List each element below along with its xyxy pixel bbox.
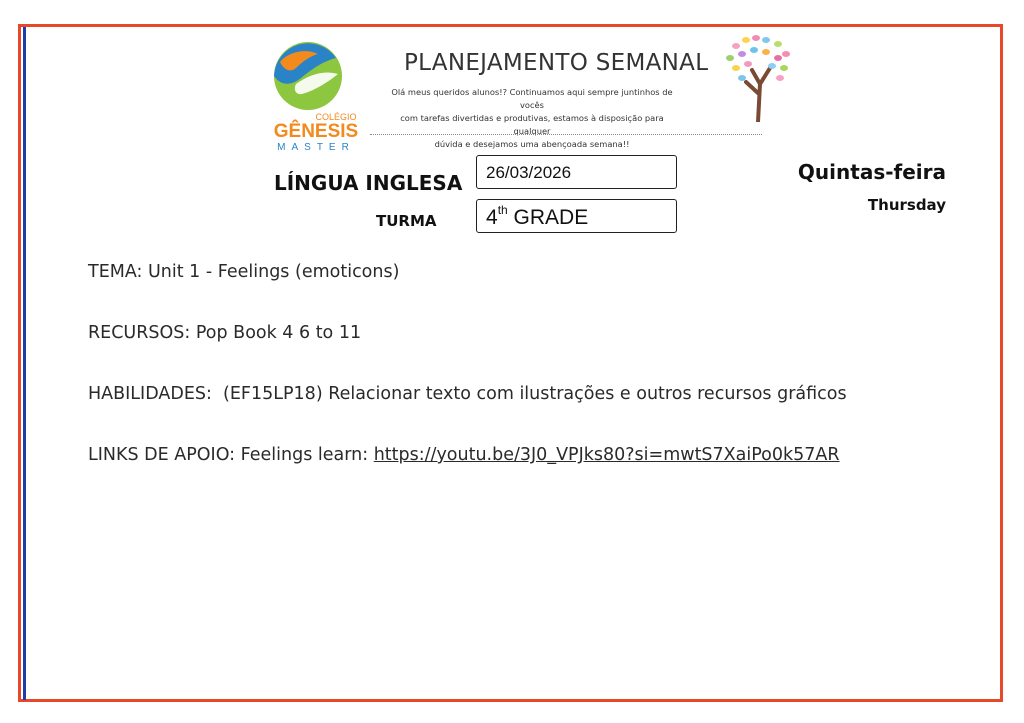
habilidades-value: (EF15LP18) Relacionar texto com ilustrações e outros recursos gráficos bbox=[223, 384, 847, 404]
subject-label: LÍNGUA INGLESA bbox=[274, 171, 463, 195]
recursos-line bbox=[88, 323, 361, 343]
turma-label: TURMA bbox=[376, 212, 437, 230]
logo-text-main: GÊNESIS bbox=[273, 121, 359, 142]
grade-suffix: th bbox=[497, 203, 508, 217]
logo-text-bottom: MASTER bbox=[277, 142, 355, 152]
tema-label: TEMA: bbox=[88, 262, 143, 282]
date-value: 26/03/2026 bbox=[486, 163, 572, 182]
tema-line bbox=[88, 262, 399, 282]
grade-word: GRADE bbox=[513, 206, 589, 229]
school-logo-icon bbox=[266, 40, 370, 152]
logo-text-top: COLÉGIO bbox=[315, 112, 357, 122]
habilidades-line bbox=[88, 384, 847, 404]
grade-number: 4 bbox=[486, 206, 498, 229]
weekday-label: Quintas-feira bbox=[797, 160, 946, 184]
weekday-english-label: Thursday bbox=[867, 196, 946, 214]
greeting-message bbox=[382, 86, 682, 151]
links-line bbox=[88, 445, 840, 465]
header-divider bbox=[370, 134, 762, 135]
recursos-value: Pop Book 4 6 to 11 bbox=[195, 323, 362, 343]
habilidades-label: HABILIDADES: bbox=[88, 384, 212, 404]
tema-value: Unit 1 - Feelings (emoticons) bbox=[147, 262, 400, 282]
frame-blue-line bbox=[23, 27, 26, 700]
support-video-link[interactable]: https://youtu.be/3J0_VPJks80?si=mwtS7XaiPo0k57AR bbox=[373, 445, 840, 465]
recursos-label: RECURSOS: bbox=[88, 323, 191, 343]
date-field bbox=[476, 155, 677, 189]
colorful-tree-icon bbox=[722, 34, 794, 122]
greeting-line: dúvida e desejamos uma abençoada semana!! bbox=[434, 139, 630, 149]
grade-field bbox=[476, 199, 677, 233]
greeting-line: com tarefas divertidas e produtivas, estamos à disposição para qualquer bbox=[400, 113, 664, 136]
links-label: LINKS DE APOIO: bbox=[88, 445, 236, 465]
greeting-line: Olá meus queridos alunos!? Continuamos aqui sempre juntinhos de vocês bbox=[391, 87, 673, 110]
page-title: PLANEJAMENTO SEMANAL bbox=[404, 50, 709, 76]
grade-value bbox=[486, 205, 588, 230]
links-text: Feelings learn: bbox=[240, 445, 369, 465]
